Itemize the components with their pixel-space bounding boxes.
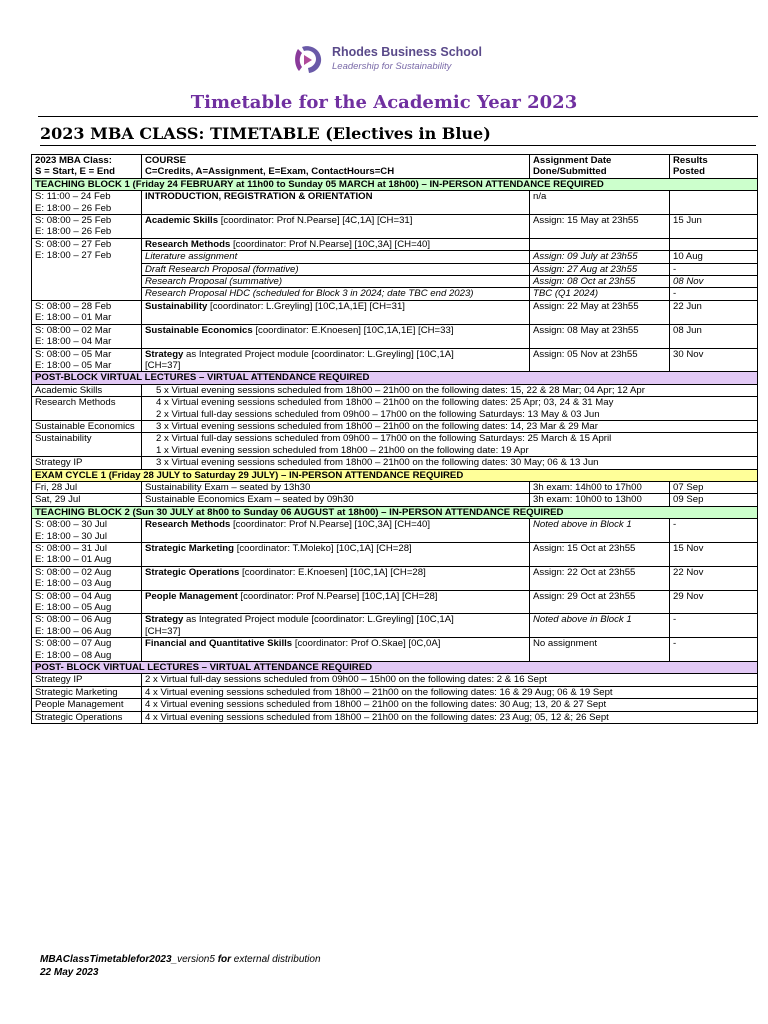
course-cell: Strategy IP bbox=[32, 674, 142, 686]
result-cell: 15 Nov bbox=[670, 543, 758, 567]
section-heading: POST- BLOCK VIRTUAL LECTURES – VIRTUAL ATTENDANCE REQUIRED bbox=[32, 662, 758, 674]
page-title: Timetable for the Academic Year 2023 bbox=[190, 92, 578, 113]
course-cell: Sustainability bbox=[32, 433, 142, 445]
table-row bbox=[32, 238, 758, 250]
session-cell: 2 x Virtual full-day sessions scheduled from 09h00 – 17h00 on the following Saturdays: 13 May & 03 Jun bbox=[142, 409, 758, 421]
title-divider bbox=[38, 116, 758, 117]
table-row bbox=[32, 543, 758, 567]
course-cell: Academic Skills bbox=[32, 384, 142, 396]
result-cell: 08 Jun bbox=[670, 324, 758, 348]
table-row bbox=[32, 397, 758, 409]
course-cell bbox=[32, 409, 142, 421]
course-cell: Strategy IP bbox=[32, 457, 142, 469]
assign-cell: Assign: 15 Oct at 23h55 bbox=[530, 543, 670, 567]
assign-cell: Noted above in Block 1 bbox=[530, 519, 670, 543]
section-heading: TEACHING BLOCK 2 (Sun 30 JULY at 8h00 to Sunday 06 AUGUST at 18h00) – IN-PERSON ATTENDANCE REQUIRED bbox=[32, 506, 758, 518]
course-cell: Financial and Quantitative Skills [coordinator: Prof O.Skae] [0C,0A] bbox=[142, 638, 530, 662]
date-cell: S: 08:00 – 31 Jul E: 18:00 – 01 Aug bbox=[32, 543, 142, 567]
course-cell: Research Proposal HDC (scheduled for Block 3 in 2024; date TBC end 2023) bbox=[142, 288, 530, 300]
table-row bbox=[32, 324, 758, 348]
assign-cell: 3h exam: 10h00 to 13h00 bbox=[530, 494, 670, 506]
assign-cell: Assign: 05 Nov at 23h55 bbox=[530, 348, 670, 372]
course-cell: Academic Skills [coordinator: Prof N.Pearse] [4C,1A] [CH=31] bbox=[142, 215, 530, 239]
assign-cell: Assign: 08 Oct at 23h55 bbox=[530, 276, 670, 288]
table-row bbox=[32, 674, 758, 686]
assign-cell: Assign: 22 May at 23h55 bbox=[530, 300, 670, 324]
table-row bbox=[32, 348, 758, 372]
course-cell: Research Proposal (summative) bbox=[142, 276, 530, 288]
section-heading: POST-BLOCK VIRTUAL LECTURES – VIRTUAL ATTENDANCE REQUIRED bbox=[32, 372, 758, 384]
result-cell: - bbox=[670, 614, 758, 638]
result-cell: 22 Jun bbox=[670, 300, 758, 324]
timetable bbox=[31, 154, 758, 724]
table-row bbox=[32, 215, 758, 239]
result-cell: 30 Nov bbox=[670, 348, 758, 372]
table-row bbox=[32, 191, 758, 215]
assign-cell: Assign: 27 Aug at 23h55 bbox=[530, 263, 670, 275]
table-row bbox=[32, 614, 758, 638]
date-cell: S: 08:00 – 04 Aug E: 18:00 – 05 Aug bbox=[32, 590, 142, 614]
section-heading-row bbox=[32, 178, 758, 190]
table-row bbox=[32, 686, 758, 698]
course-cell: Research Methods bbox=[32, 397, 142, 409]
session-cell: 4 x Virtual evening sessions scheduled from 18h00 – 21h00 on the following dates: 23 Aug; 05, 12 &; 26 Sept bbox=[142, 711, 758, 723]
result-cell: 07 Sep bbox=[670, 481, 758, 493]
assign-cell: Assign: 09 July at 23h55 bbox=[530, 251, 670, 263]
section-heading-row bbox=[32, 469, 758, 481]
section-heading-row bbox=[32, 662, 758, 674]
course-cell: INTRODUCTION, REGISTRATION & ORIENTATION bbox=[142, 191, 530, 215]
course-cell: Strategic Operations [coordinator: E.Knoesen] [10C,1A] [CH=28] bbox=[142, 566, 530, 590]
course-cell: Sustainability [coordinator: L.Greyling] [10C,1A,1E] [CH=31] bbox=[142, 300, 530, 324]
school-tagline: Leadership for Sustainability bbox=[332, 61, 452, 72]
result-cell bbox=[670, 238, 758, 250]
session-cell: 2 x Virtual full-day sessions scheduled from 09h00 – 15h00 on the following dates: 2 & 16 Sept bbox=[142, 674, 758, 686]
date-cell: S: 08:00 – 27 Feb E: 18:00 – 27 Feb bbox=[32, 238, 142, 300]
footer-date: 22 May 2023 bbox=[40, 967, 99, 978]
assign-cell: Noted above in Block 1 bbox=[530, 614, 670, 638]
date-cell: Sat, 29 Jul bbox=[32, 494, 142, 506]
date-cell: S: 08:00 – 05 Mar E: 18:00 – 05 Mar bbox=[32, 348, 142, 372]
result-cell: 09 Sep bbox=[670, 494, 758, 506]
table-row bbox=[32, 566, 758, 590]
table-row bbox=[32, 384, 758, 396]
course-cell: People Management [coordinator: Prof N.Pearse] [10C,1A] [CH=28] bbox=[142, 590, 530, 614]
result-cell bbox=[670, 191, 758, 215]
assign-cell bbox=[530, 238, 670, 250]
col-header-course: COURSE C=Credits, A=Assignment, E=Exam, ContactHours=CH bbox=[142, 155, 530, 179]
section-heading: EXAM CYCLE 1 (Friday 28 JULY to Saturday 29 JULY) – IN-PERSON ATTENDANCE REQUIRED bbox=[32, 469, 758, 481]
session-cell: 4 x Virtual evening sessions scheduled from 18h00 – 21h00 on the following dates: 25 Apr; 03, 24 & 31 May bbox=[142, 397, 758, 409]
date-cell: S: 08:00 – 02 Mar E: 18:00 – 04 Mar bbox=[32, 324, 142, 348]
table-row bbox=[32, 457, 758, 469]
result-cell: 15 Jun bbox=[670, 215, 758, 239]
logo-mark-icon bbox=[292, 43, 326, 77]
session-cell: 1 x Virtual evening session scheduled from 18h00 – 21h00 on the following date: 19 Apr bbox=[142, 445, 758, 457]
session-cell: 3 x Virtual evening sessions scheduled from 18h00 – 21h00 on the following dates: 14, 23 Mar & 29 Mar bbox=[142, 420, 758, 432]
assign-cell: TBC (Q1 2024) bbox=[530, 288, 670, 300]
result-cell: 22 Nov bbox=[670, 566, 758, 590]
assign-cell: 3h exam: 14h00 to 17h00 bbox=[530, 481, 670, 493]
assign-cell: Assign: 29 Oct at 23h55 bbox=[530, 590, 670, 614]
table-row bbox=[32, 638, 758, 662]
course-cell: Strategic Marketing bbox=[32, 686, 142, 698]
date-cell: S: 08:00 – 02 Aug E: 18:00 – 03 Aug bbox=[32, 566, 142, 590]
session-cell: 3 x Virtual evening sessions scheduled from 18h00 – 21h00 on the following dates: 30 May; 06 & 13 Jun bbox=[142, 457, 758, 469]
table-row bbox=[32, 711, 758, 723]
table-row bbox=[32, 590, 758, 614]
date-cell: S: 08:00 – 25 Feb E: 18:00 – 26 Feb bbox=[32, 215, 142, 239]
col-header-assignment: Assignment Date Done/Submitted bbox=[530, 155, 670, 179]
course-cell: Strategic Marketing [coordinator: T.Moleko] [10C,1A] [CH=28] bbox=[142, 543, 530, 567]
course-cell: Sustainable Economics Exam – seated by 09h30 bbox=[142, 494, 530, 506]
course-cell: Research Methods [coordinator: Prof N.Pearse] [10C,3A] [CH=40] bbox=[142, 238, 530, 250]
result-cell: - bbox=[670, 263, 758, 275]
footer-filename: MBAClassTimetablefor2023_version5 for external distribution bbox=[40, 954, 321, 965]
result-cell: - bbox=[670, 519, 758, 543]
table-row bbox=[32, 494, 758, 506]
course-cell: Literature assignment bbox=[142, 251, 530, 263]
course-cell: Sustainable Economics [coordinator: E.Knoesen] [10C,1A,1E] [CH=33] bbox=[142, 324, 530, 348]
course-cell: Strategy as Integrated Project module [coordinator: L.Greyling] [10C,1A] [CH=37] bbox=[142, 348, 530, 372]
date-cell: Fri, 28 Jul bbox=[32, 481, 142, 493]
course-cell: People Management bbox=[32, 699, 142, 711]
course-cell: Research Methods [coordinator: Prof N.Pearse] [10C,3A] [CH=40] bbox=[142, 519, 530, 543]
page-subtitle: 2023 MBA CLASS: TIMETABLE (Electives in Blue) bbox=[40, 124, 756, 146]
document-footer bbox=[40, 953, 321, 979]
table-row bbox=[32, 519, 758, 543]
section-heading-row bbox=[32, 372, 758, 384]
course-cell: Sustainable Economics bbox=[32, 420, 142, 432]
table-row bbox=[32, 300, 758, 324]
session-cell: 5 x Virtual evening sessions scheduled from 18h00 – 21h00 on the following dates: 15, 22 & 28 Mar; 04 Apr; 12 Apr bbox=[142, 384, 758, 396]
course-cell: Strategy as Integrated Project module [coordinator: L.Greyling] [10C,1A] [CH=37] bbox=[142, 614, 530, 638]
school-name: Rhodes Business School bbox=[332, 45, 483, 59]
table-row bbox=[32, 481, 758, 493]
result-cell: 10 Aug bbox=[670, 251, 758, 263]
result-cell: - bbox=[670, 638, 758, 662]
session-cell: 4 x Virtual evening sessions scheduled from 18h00 – 21h00 on the following dates: 30 Aug; 13, 20 & 27 Sept bbox=[142, 699, 758, 711]
assign-cell: No assignment bbox=[530, 638, 670, 662]
date-cell: S: 08:00 – 28 Feb E: 18:00 – 01 Mar bbox=[32, 300, 142, 324]
course-cell: Strategic Operations bbox=[32, 711, 142, 723]
session-cell: 4 x Virtual evening sessions scheduled from 18h00 – 21h00 on the following dates: 16 & 29 Aug; 06 & 19 Sept bbox=[142, 686, 758, 698]
col-header-results: Results Posted bbox=[670, 155, 758, 179]
table-row bbox=[32, 433, 758, 445]
course-cell: Sustainability Exam – seated by 13h30 bbox=[142, 481, 530, 493]
assign-cell: n/a bbox=[530, 191, 670, 215]
col-header-class: 2023 MBA Class: S = Start, E = End bbox=[32, 155, 142, 179]
result-cell: - bbox=[670, 288, 758, 300]
result-cell: 29 Nov bbox=[670, 590, 758, 614]
result-cell: 08 Nov bbox=[670, 276, 758, 288]
course-cell bbox=[32, 445, 142, 457]
section-heading: TEACHING BLOCK 1 (Friday 24 FEBRUARY at 11h00 to Sunday 05 MARCH at 18h00) – IN-PERSON ATTENDANCE REQUIRED bbox=[32, 178, 758, 190]
table-header-row bbox=[32, 155, 758, 179]
assign-cell: Assign: 22 Oct at 23h55 bbox=[530, 566, 670, 590]
date-cell: S: 08:00 – 30 Jul E: 18:00 – 30 Jul bbox=[32, 519, 142, 543]
session-cell: 2 x Virtual full-day sessions scheduled from 09h00 – 17h00 on the following Saturdays: 25 March & 15 April bbox=[142, 433, 758, 445]
table-row bbox=[32, 699, 758, 711]
table-row bbox=[32, 420, 758, 432]
assign-cell: Assign: 15 May at 23h55 bbox=[530, 215, 670, 239]
table-row bbox=[32, 445, 758, 457]
date-cell: S: 08:00 – 07 Aug E: 18:00 – 08 Aug bbox=[32, 638, 142, 662]
section-heading-row bbox=[32, 506, 758, 518]
date-cell: S: 11:00 – 24 Feb E: 18:00 – 26 Feb bbox=[32, 191, 142, 215]
assign-cell: Assign: 08 May at 23h55 bbox=[530, 324, 670, 348]
table-row bbox=[32, 409, 758, 421]
date-cell: S: 08:00 – 06 Aug E: 18:00 – 06 Aug bbox=[32, 614, 142, 638]
course-cell: Draft Research Proposal (formative) bbox=[142, 263, 530, 275]
